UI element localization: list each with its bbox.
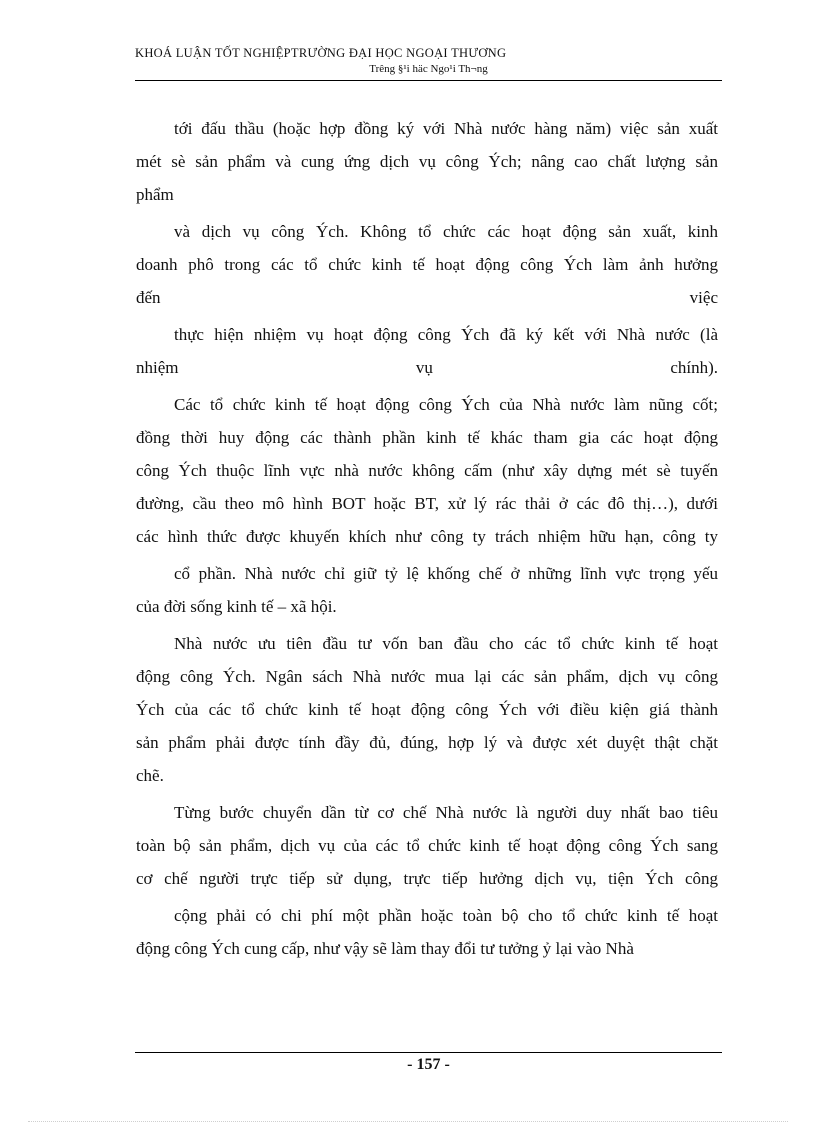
text-line: toàn bộ sản phẩm, dịch vụ của các tổ chức kinh tế hoạt động công Ých sang (136, 836, 718, 855)
text-line: đồng thời huy động các thành phần kinh tế khác tham gia các hoạt động (136, 428, 718, 447)
text-line: Các tổ chức kinh tế hoạt động công Ých của Nhà nước làm nũng cốt; (174, 395, 718, 414)
text-line: công Ých thuộc lĩnh vực nhà nước không cấm (như xây dựng mét sè tuyến (136, 461, 718, 480)
text-line: thực hiện nhiệm vụ hoạt động công Ých đã ký kết với Nhà nước (là (174, 325, 718, 344)
text-word: đến (136, 288, 161, 307)
text-line: các hình thức được khuyến khích như công ty trách nhiệm hữu hạn, công ty (136, 527, 718, 546)
text-word: chính). (670, 358, 718, 377)
text-line: và dịch vụ công Ých. Không tổ chức các hoạt động sản xuất, kinh (174, 222, 718, 241)
text-line: động công Ých cung cấp, như vậy sẽ làm thay đổi tư tưởng ỷ lại vào Nhà (136, 939, 634, 958)
text-line: cổ phần. Nhà nước chỉ giữ tỷ lệ khống chế ở những lĩnh vực trọng yếu (174, 564, 718, 583)
page-number: - 157 - (407, 1056, 450, 1073)
text-word: nhiệm (136, 358, 179, 377)
text-line: sản phẩm phải được tính đầy đủ, đúng, hợp lý và được xét duyệt thật chặt (136, 733, 718, 752)
text-line: mét sè sản phẩm và cung ứng dịch vụ công Ých; nâng cao chất lượng sản (136, 152, 718, 171)
page-edge-divider (28, 1121, 788, 1122)
text-line-spread (136, 281, 718, 314)
text-line: Ých của các tổ chức kinh tế hoạt động công Ých với điều kiện giá thành (136, 700, 718, 719)
running-header (135, 46, 722, 75)
header-title: KHOÁ LUẬN TỐT NGHIỆPTRƯỜNG ĐẠI HỌC NGOẠI THƯƠNG (135, 46, 507, 60)
text-line: Từng bước chuyển dần từ cơ chế Nhà nước là người duy nhất bao tiêu (174, 803, 718, 822)
header-subtitle: Trêng §¹i häc Ngo¹i Th¬ng (369, 63, 488, 75)
text-line: tới đấu thầu (hoặc hợp đồng ký với Nhà nước hàng năm) việc sản xuất (174, 119, 718, 138)
text-line: chẽ. (136, 766, 164, 785)
text-line-spread (136, 351, 718, 384)
text-line: động công Ých. Ngân sách Nhà nước mua lại các sản phẩm, dịch vụ công (136, 667, 718, 686)
page-body (136, 112, 718, 965)
text-line: phẩm (136, 185, 174, 204)
text-word: vụ (415, 358, 433, 377)
text-word: việc (689, 288, 718, 307)
text-line: đường, cầu theo mô hình BOT hoặc BT, xử lý rác thải ở các đô thị…), dưới (136, 494, 718, 513)
text-line: cơ chế người trực tiếp sử dụng, trực tiếp hưởng dịch vụ, tiện Ých công (136, 869, 718, 888)
text-line: của đời sống kinh tế – xã hội. (136, 597, 337, 616)
text-line: Nhà nước ưu tiên đầu tư vốn ban đầu cho các tổ chức kinh tế hoạt (174, 634, 718, 653)
footer-rule (135, 1052, 722, 1053)
header-rule (135, 80, 722, 81)
text-line: doanh phô trong các tổ chức kinh tế hoạt động công Ých làm ảnh hưởng (136, 255, 718, 274)
text-line: cộng phải có chi phí một phần hoặc toàn bộ cho tổ chức kinh tế hoạt (174, 906, 718, 925)
